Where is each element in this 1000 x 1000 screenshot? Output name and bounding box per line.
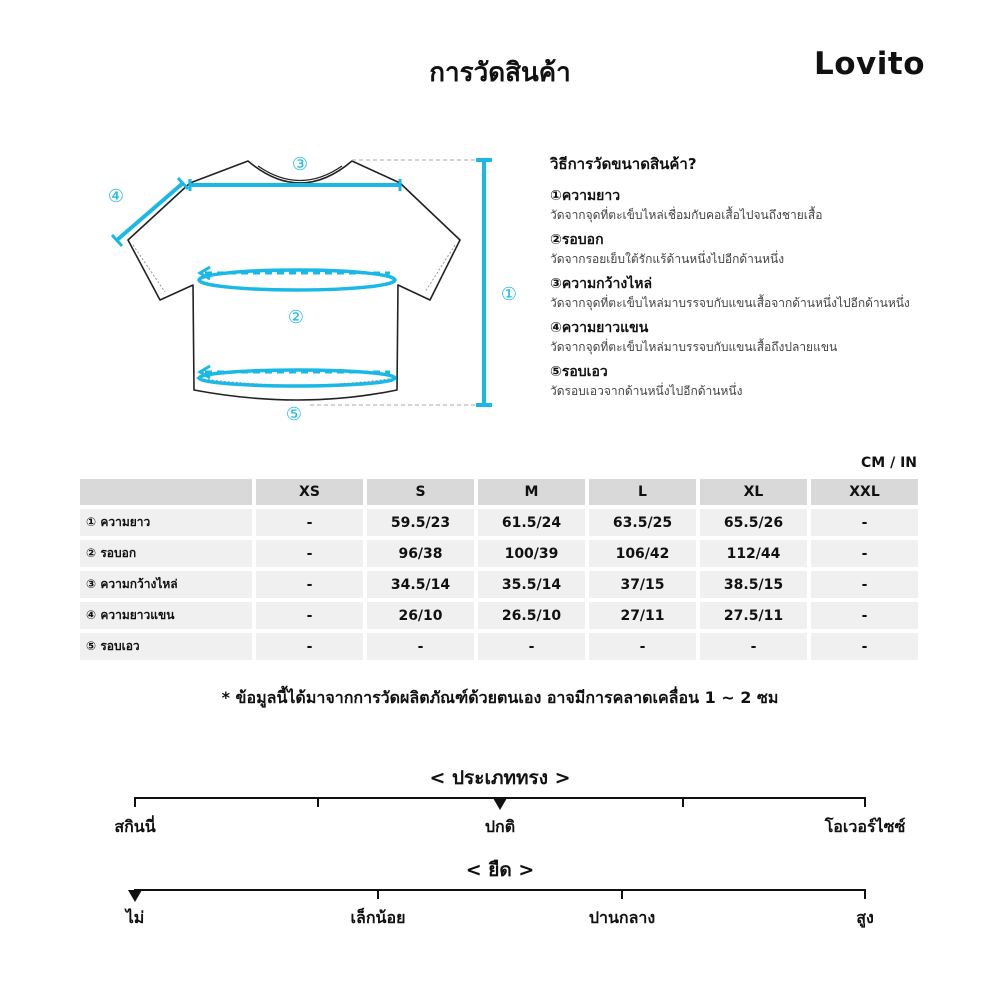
- table-cell: -: [256, 571, 363, 598]
- table-cell: -: [367, 633, 474, 660]
- fit-scale-title: < ประเภททรง >: [429, 767, 571, 789]
- measure-instructions: [550, 152, 990, 406]
- table-cell: -: [811, 540, 918, 567]
- row-label: ③ ความกว้างไหล่: [80, 571, 252, 598]
- stretch-label-high: สูง: [856, 908, 874, 927]
- table-row: [80, 509, 918, 536]
- table-cell: 35.5/14: [478, 571, 585, 598]
- table-cell: 37/15: [589, 571, 696, 598]
- table-cell: 61.5/24: [478, 509, 585, 536]
- table-cell: -: [811, 571, 918, 598]
- fit-label-skinny: สกินนี่: [114, 817, 156, 836]
- length-measure-line: [476, 160, 492, 405]
- fit-label-regular: ปกติ: [484, 817, 516, 836]
- marker-5: ⑤: [285, 404, 303, 425]
- step-desc: วัดจากจุดที่ตะเข็บไหล่มาบรรจบกับแขนเสื้อจากด้านหนึ่งไปอีกด้านหนึ่ง: [550, 296, 910, 310]
- table-row: [80, 602, 918, 629]
- brand-logo: Lovito: [814, 46, 926, 82]
- row-label: ④ ความยาวแขน: [80, 602, 252, 629]
- stretch-tick: [377, 889, 379, 899]
- fit-selected-marker: [493, 798, 507, 810]
- table-cell: -: [478, 633, 585, 660]
- stretch-selected-marker: [128, 890, 142, 902]
- fit-label-oversize: โอเวอร์ไซซ์: [824, 817, 906, 836]
- step-chest: [550, 230, 990, 268]
- row-label: ⑤ รอบเอว: [80, 633, 252, 660]
- table-cell: -: [589, 633, 696, 660]
- step-length: [550, 186, 990, 224]
- step-desc: วัดรอบเอวจากด้านหนึ่งไปอีกด้านหนึ่ง: [550, 384, 743, 398]
- size-header: M: [478, 479, 585, 505]
- size-header: XXL: [811, 479, 918, 505]
- marker-4: ④: [107, 186, 125, 207]
- size-header: S: [367, 479, 474, 505]
- marker-3: ③: [291, 154, 309, 175]
- table-cell: 63.5/25: [589, 509, 696, 536]
- step-name: ②รอบอก: [550, 232, 604, 248]
- size-table: [76, 475, 922, 664]
- step-shoulder: [550, 274, 990, 312]
- step-name: ④ความยาวแขน: [550, 320, 649, 336]
- marker-1: ①: [500, 284, 518, 305]
- step-waist: [550, 362, 990, 400]
- fit-tick: [134, 797, 136, 807]
- page-title: การวัดสินค้า: [429, 58, 571, 88]
- stretch-scale-line: [135, 889, 866, 891]
- size-header-row: [80, 479, 918, 505]
- step-desc: วัดจากจุดที่ตะเข็บไหล่เชื่อมกับคอเสื้อไปจนถึงชายเสื้อ: [550, 208, 823, 222]
- table-cell: -: [811, 509, 918, 536]
- table-cell: 27/11: [589, 602, 696, 629]
- unit-label: CM / IN: [861, 455, 917, 471]
- stretch-label-slight: เล็กน้อย: [350, 908, 406, 927]
- fit-tick: [864, 797, 866, 807]
- stretch-label-medium: ปานกลาง: [588, 908, 656, 927]
- size-header: XS: [256, 479, 363, 505]
- stretch-tick: [864, 889, 866, 899]
- table-cell: 26.5/10: [478, 602, 585, 629]
- step-name: ⑤รอบเอว: [550, 364, 608, 380]
- table-cell: 27.5/11: [700, 602, 807, 629]
- stretch-tick: [621, 889, 623, 899]
- stretch-label-none: ไม่: [125, 908, 145, 927]
- row-label: ① ความยาว: [80, 509, 252, 536]
- table-cell: 100/39: [478, 540, 585, 567]
- marker-2: ②: [287, 307, 305, 328]
- table-cell: -: [811, 602, 918, 629]
- table-cell: 65.5/26: [700, 509, 807, 536]
- step-desc: วัดจากรอยเย็บใต้รักแร้ด้านหนึ่งไปอีกด้านหนึ่ง: [550, 252, 785, 266]
- table-corner: [80, 479, 252, 505]
- table-cell: -: [700, 633, 807, 660]
- table-cell: -: [256, 602, 363, 629]
- measurement-note: * ข้อมูลนี้ได้มาจากการวัดผลิตภัณฑ์ด้วยตนเอง อาจมีการคลาดเคลื่อน 1 ~ 2 ซม: [221, 688, 779, 707]
- instructions-title: วิธีการวัดขนาดสินค้า?: [550, 155, 697, 173]
- step-desc: วัดจากจุดที่ตะเข็บไหล่มาบรรจบกับแขนเสื้อถึงปลายแขน: [550, 340, 838, 354]
- fit-tick: [682, 797, 684, 807]
- step-name: ③ความกว้างไหล่: [550, 276, 653, 292]
- table-cell: -: [256, 509, 363, 536]
- fit-tick: [317, 797, 319, 807]
- table-row: [80, 633, 918, 660]
- table-cell: -: [256, 633, 363, 660]
- table-cell: 34.5/14: [367, 571, 474, 598]
- table-row: [80, 540, 918, 567]
- row-label: ② รอบอก: [80, 540, 252, 567]
- table-cell: -: [811, 633, 918, 660]
- table-cell: 26/10: [367, 602, 474, 629]
- table-cell: 112/44: [700, 540, 807, 567]
- table-cell: 38.5/15: [700, 571, 807, 598]
- table-cell: -: [256, 540, 363, 567]
- table-cell: 59.5/23: [367, 509, 474, 536]
- size-header: XL: [700, 479, 807, 505]
- table-cell: 96/38: [367, 540, 474, 567]
- stretch-scale-title: < ยืด >: [465, 859, 535, 881]
- step-sleeve: [550, 318, 990, 356]
- tshirt-diagram: [95, 145, 525, 435]
- step-name: ①ความยาว: [550, 188, 621, 204]
- table-cell: 106/42: [589, 540, 696, 567]
- size-header: L: [589, 479, 696, 505]
- table-row: [80, 571, 918, 598]
- tshirt-outline: [128, 161, 460, 400]
